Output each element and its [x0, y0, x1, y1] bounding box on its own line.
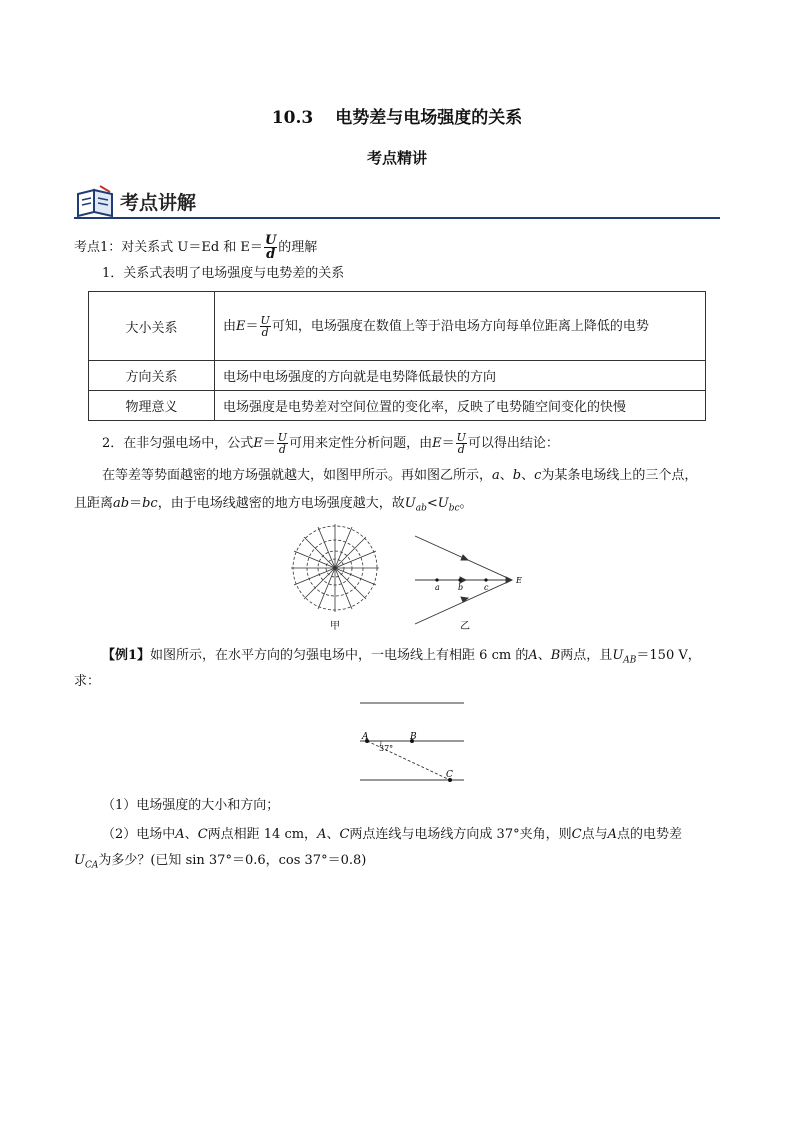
table-row	[89, 292, 706, 361]
caption-jia: 甲	[330, 621, 340, 632]
fraction: $\frac{U}{d}$	[260, 313, 270, 339]
point-c	[484, 578, 487, 581]
table-key: 方向关系	[89, 361, 215, 391]
table-row	[89, 361, 706, 391]
figure-jia	[291, 524, 379, 612]
table-key: 物理意义	[89, 391, 215, 421]
caption-yi: 乙	[460, 621, 470, 632]
fraction: $\frac{U}{d}$	[456, 431, 466, 456]
point-2: 2．在非匀强电场中，公式E＝ $\frac{U}{d}$ 可用来定性分析问题，由E＝ $\frac{U}{d}$ 可以得出结论：	[102, 431, 559, 456]
example-line: 【例1】如图所示，在水平方向的匀强电场中，一电场线上有相距 6 cm 的A、B两点，且$U_{AB}=150$ V，	[102, 648, 701, 666]
page-subtitle: 考点精讲	[366, 149, 427, 167]
label-B: B	[410, 732, 417, 742]
table-value: 电场中电场强度的方向就是电势降低最快的方向	[215, 361, 706, 391]
figure-uniform-field	[354, 696, 470, 788]
section-banner-label: 考点讲解	[120, 192, 197, 214]
label-C: C	[446, 770, 453, 780]
section-number: 10.3	[271, 108, 314, 128]
table-value: 电场强度是电势差对空间位置的变化率，反映了电势随空间变化的快慢	[215, 391, 706, 421]
label-angle: 37°	[379, 744, 394, 753]
question-2-cont: $U_{CA}$为多少？(已知 sin 37°＝0.6，cos 37°＝0.8)	[74, 853, 367, 871]
figure-yi	[415, 536, 512, 624]
section-rule	[74, 217, 720, 219]
question-2: （2）电场中A、C两点相距 14 cm，A、C两点连线与电场线方向成 37°夹角，则C点与A点的电势差	[102, 827, 682, 842]
point-a	[435, 578, 438, 581]
question-1: （1）电场强度的大小和方向；	[102, 798, 280, 813]
table-row	[89, 391, 706, 421]
paragraph-line: 且距离ab＝bc，由于电场线越密的地方电场强度越大，故$U_{ab}<U_{bc}$。	[74, 496, 473, 514]
point-b	[458, 578, 461, 581]
point-1: 1．关系式表明了电场强度与电势差的关系	[102, 266, 345, 281]
label-b: b	[458, 583, 464, 592]
label-A: A	[362, 732, 369, 742]
topic-heading: 考点1：对关系式 U＝Ed 和 E＝ $\frac{U}{d}$ 的理解	[74, 233, 318, 262]
page-title	[0, 103, 794, 128]
figure-field-lines	[290, 522, 540, 634]
fraction: $\frac{U}{d}$	[264, 233, 277, 262]
table-value: 由E＝ $\frac{U}{d}$ 可知，电场强度在数值上等于沿电场方向每单位距离上降低的电势	[215, 292, 706, 361]
relation-table	[88, 291, 706, 421]
example-line: 求：	[74, 674, 101, 689]
label-e: E	[516, 576, 522, 585]
paragraph-line: 在等差等势面越密的地方场强就越大，如图甲所示。再如图乙所示，a、b、c为某条电场线上的三个点，	[102, 468, 698, 483]
label-c: c	[484, 583, 489, 592]
book-icon	[78, 186, 112, 216]
title-text: 电势差与电场强度的关系	[335, 108, 523, 128]
table-key: 大小关系	[89, 292, 215, 361]
fraction: $\frac{U}{d}$	[277, 431, 288, 456]
label-a: a	[435, 583, 440, 592]
